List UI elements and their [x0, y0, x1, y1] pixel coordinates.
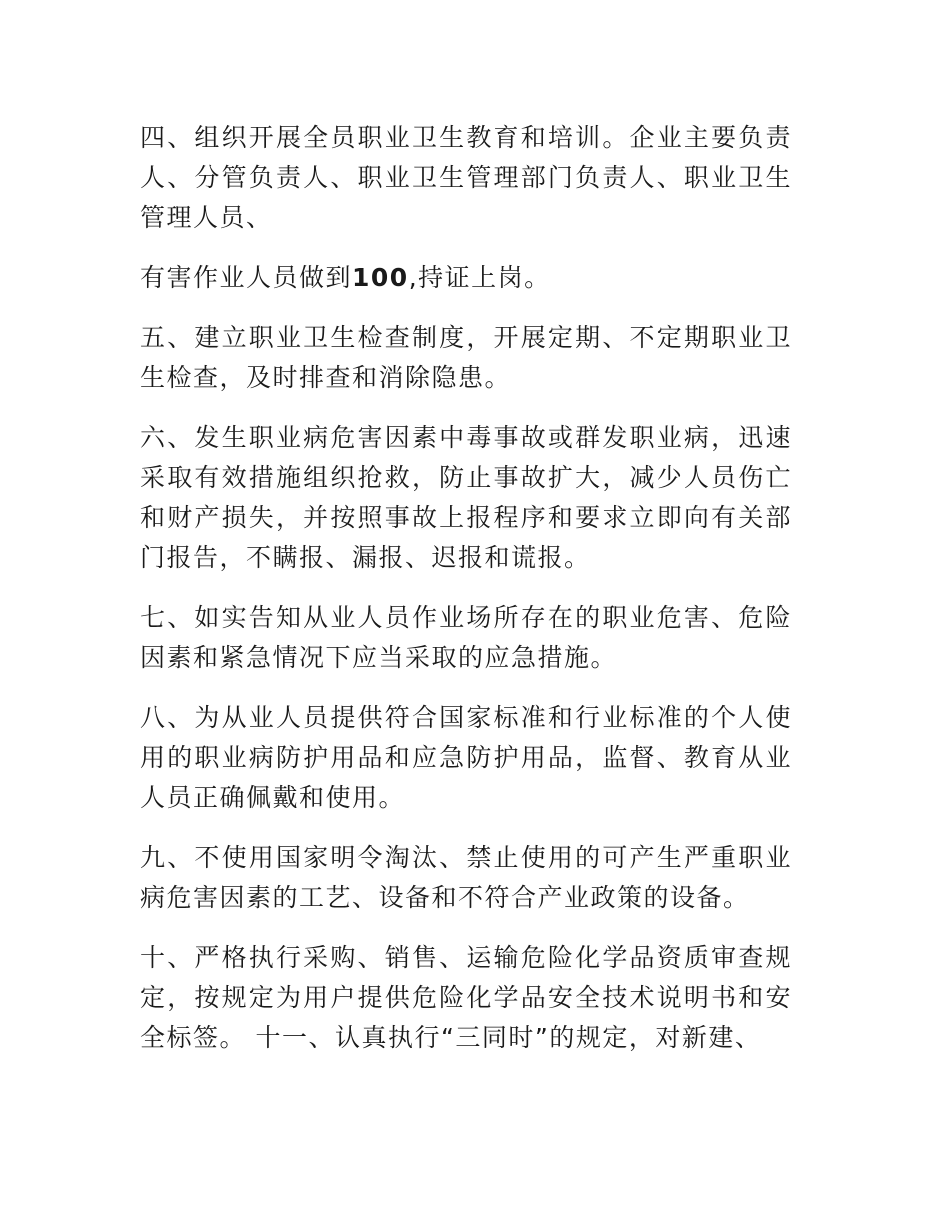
paragraph-4: 四、组织开展全员职业卫生教育和培训。企业主要负责人、分管负责人、职业卫生管理部门负责人、职业卫生管理人员、 [140, 123, 792, 232]
training-percentage: 100 [352, 263, 409, 292]
paragraph-5: 五、建立职业卫生检查制度，开展定期、不定期职业卫生检查，及时排查和消除隐患。 [140, 323, 792, 392]
training-result-text: 有害作业人员做到 [140, 263, 353, 292]
paragraph-6: 六、发生职业病危害因素中毒事故或群发职业病，迅速采取有效措施组织抢救，防止事故扩大，减少人员伤亡和财产损失，并按照事故上报程序和要求立即向有关部门报告，不瞒报、漏报、迟报和谎报。 [140, 423, 792, 572]
paragraph-8: 八、为从业人员提供符合国家标准和行业标准的个人使用的职业病防护用品和应急防护用品，监督、教育从业人员正确佩戴和使用。 [140, 703, 792, 812]
paragraph-9: 九、不使用国家明令淘汰、禁止使用的可产生严重职业病危害因素的工艺、设备和不符合产业政策的设备。 [140, 843, 792, 912]
document-body [140, 118, 792, 1078]
paragraph-10: 十、严格执行采购、销售、运输危险化学品资质审查规定，按规定为用户提供危险化学品安全技术说明书和安全标签。 十一、认真执行“三同时”的规定，对新建、 [140, 943, 792, 1052]
paragraph-training-result [140, 258, 792, 298]
paragraph-7: 七、如实告知从业人员作业场所存在的职业危害、危险因素和紧急情况下应当采取的应急措施。 [140, 603, 792, 672]
training-result-suffix: ,持证上岗。 [408, 263, 551, 292]
